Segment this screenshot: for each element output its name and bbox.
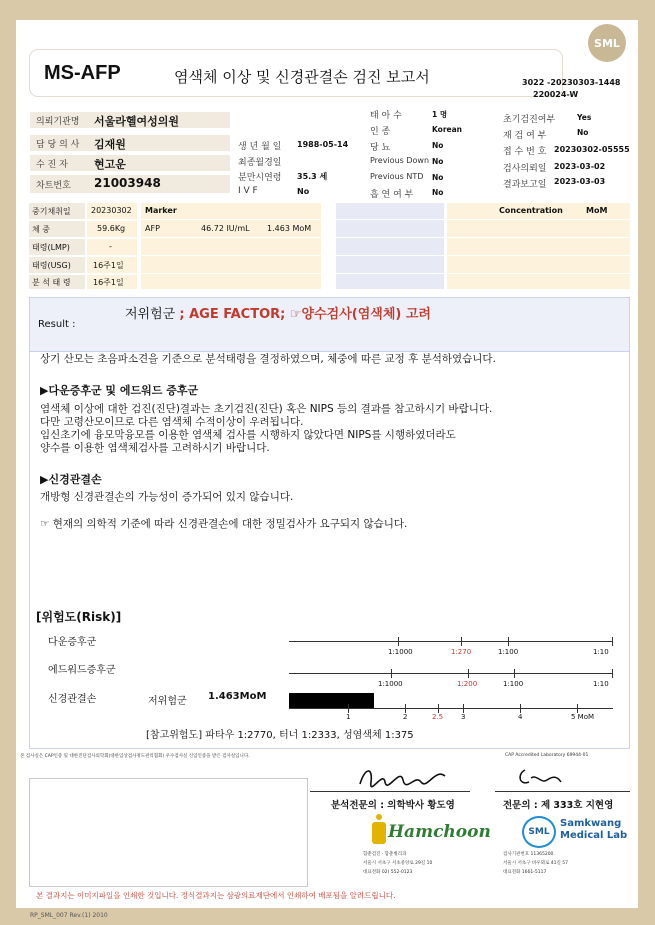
ivf-value: No <box>297 187 310 196</box>
sml-logo-text: SML <box>594 36 620 50</box>
print-notice: 본 결과지는 이미지파일을 인쇄한 것입니다. 정식결과지는 삼광의료재단에서 인쇄하여 배포됨을 알려드립니다. <box>36 891 396 900</box>
age-label: 분만시연령 <box>238 173 282 183</box>
analyst-signature <box>355 762 450 792</box>
report-id-1: 3022 -20230303-1448 <box>522 78 621 87</box>
lab1-addr1: 함춘검진 · 함춘병리과 <box>363 852 407 857</box>
prev-down-value: No <box>432 157 444 166</box>
chart-value: 21003948 <box>94 176 161 190</box>
table-row-value: - <box>109 242 112 251</box>
cap-note: CAP Accredited Laboratory 69944-01 <box>505 753 589 758</box>
down-tick <box>461 637 462 646</box>
edwards-tick-label: 1:100 <box>503 680 524 688</box>
section-ntd-title: ▶신경관결손 <box>40 473 102 486</box>
lab1-tel: 대표전화 02) 552-0123 <box>363 870 413 875</box>
prev-ntd-value: No <box>432 173 444 182</box>
sml-logo <box>588 24 626 62</box>
retest-label: 재 검 여 부 <box>503 131 547 141</box>
diabetes-value: No <box>432 141 444 150</box>
edwards-tick <box>514 669 515 678</box>
edwards-tick <box>468 669 469 678</box>
edwards-tick-label: 1:10 <box>593 680 609 688</box>
smoking-label: 흡 연 여 부 <box>370 190 414 200</box>
samkwang-logo <box>522 816 632 850</box>
down-tick-label: 1:100 <box>498 648 519 656</box>
ntd-tick <box>463 704 464 713</box>
first-label: 초기검진여부 <box>503 115 556 125</box>
table-row-label: 체 중 <box>32 225 50 234</box>
measurement-table <box>29 203 630 289</box>
result-prefix: 저위험군 <box>125 307 180 322</box>
institution-value: 서울라헬여성의원 <box>94 115 180 128</box>
ntd-tick <box>438 704 439 713</box>
request-date-label: 검사의뢰일 <box>503 164 547 174</box>
reception-value: 20230302-05555 <box>554 145 630 154</box>
dob-label: 생 년 월 일 <box>238 142 282 152</box>
down-tick-label-highlight: 1:270 <box>451 648 472 656</box>
dob-value: 1988-05-14 <box>297 140 349 149</box>
table-row-value: 16주1일 <box>93 261 124 270</box>
ntd-tick-label-highlight: 2.5 <box>432 713 444 721</box>
doctor-value: 김재원 <box>94 138 126 151</box>
section-down-title: ▶다운증후군 및 에드워드 증후군 <box>40 384 199 397</box>
ntd-tick <box>520 704 521 713</box>
result-red: ; AGE FACTOR; ☞양수검사(염색체) 고려 <box>179 307 431 322</box>
marker-concentration: 46.72 IU/mL <box>201 224 250 233</box>
institution-label: 의뢰기관명 <box>36 117 80 127</box>
hamchoon-name: Hamchoon <box>388 822 491 842</box>
ntd-axis <box>289 708 613 709</box>
ntd-group: 저위험군 <box>148 696 187 707</box>
down-tick <box>508 637 509 646</box>
result-date-value: 2023-03-03 <box>554 177 606 186</box>
edwards-tick <box>612 669 613 678</box>
specialist-signature <box>515 764 565 790</box>
table-row-value: 16주1일 <box>93 278 124 287</box>
edwards-tick-label-highlight: 1:200 <box>457 680 478 688</box>
ntd-tick <box>577 704 578 713</box>
marker-name: AFP <box>145 224 160 233</box>
table-row-value: 20230302 <box>91 206 132 215</box>
samkwang-mark-icon: SML <box>522 816 556 848</box>
hamchoon-logo <box>362 812 491 852</box>
concentration-header: Concentration <box>499 206 563 215</box>
table-row-label: 분 석 태 령 <box>32 278 71 287</box>
ntd-tick-label: 1 <box>346 713 351 721</box>
edwards-tick-label: 1:1000 <box>378 680 403 688</box>
comment-box <box>29 778 308 887</box>
risk-edwards-label: 에드워드증후군 <box>48 665 116 676</box>
lab1-addr2: 서울시 서초구 서초중앙로 29길 10 <box>363 861 433 866</box>
edwards-axis <box>289 673 613 674</box>
hamchoon-mark-icon <box>372 814 386 844</box>
mom-header: MoM <box>586 206 608 215</box>
report-title: 염색체 이상 및 신경관결손 검진 보고서 <box>174 68 430 86</box>
report-id-2: 220024-W <box>533 90 579 99</box>
marker-header: Marker <box>145 206 177 215</box>
ntd-note: ☞ 현재의 의학적 기준에 따라 신경관결손에 대한 정밀검사가 요구되지 않습니다. <box>40 518 408 530</box>
chart-label: 차트번호 <box>36 181 71 191</box>
marker-mom: 1.463 MoM <box>267 224 312 233</box>
ivf-label: I V F <box>238 186 258 196</box>
edwards-tick <box>391 669 392 678</box>
risk-title: [위험도(Risk)] <box>36 610 122 624</box>
samkwang-name: Samkwang Medical Lab <box>560 818 628 841</box>
result-label: Result : <box>38 319 76 330</box>
down-tick-label: 1:10 <box>593 648 609 656</box>
section-down-line: 다만 고령산모이므로 다른 염색체 수적이상이 우려됩니다. <box>40 416 304 428</box>
intro-text: 상기 산모는 초음파소견을 기준으로 분석태령을 결정하였으며, 체중에 따른 교정 후 분석하였습니다. <box>40 353 496 365</box>
down-axis <box>289 641 613 642</box>
ntd-mom-bar <box>289 693 374 709</box>
lab2-addr1: 검사기관번호 11365200 <box>503 852 554 857</box>
retest-value: No <box>577 128 589 137</box>
age-value: 35.3 세 <box>297 172 328 181</box>
analyst-name: 분석전문의 : 의학박사 황도영 <box>331 800 455 811</box>
doctor-label: 담 당 의 사 <box>36 140 80 150</box>
examinee-label: 수 진 자 <box>36 160 68 170</box>
down-tick-label: 1:1000 <box>388 648 413 656</box>
fetus-value: 1 명 <box>432 110 448 119</box>
risk-ntd-label: 신경관결손 <box>48 694 97 705</box>
result-line <box>125 303 431 322</box>
lab2-tel: 대표전화 1661-5117 <box>503 870 547 875</box>
risk-down-label: 다운증후군 <box>48 637 97 648</box>
request-date-value: 2023-03-02 <box>554 162 606 171</box>
ntd-tick <box>348 704 349 713</box>
race-label: 인 종 <box>370 127 391 137</box>
ntd-tick-label: 2 <box>403 713 408 721</box>
ntd-tick-label: 5 MoM <box>571 713 595 721</box>
section-down-line: 임신초기에 융모막융모를 이용한 염색체 검사를 시행하지 않았다면 NIPS를 시행하였더라도 <box>40 429 456 441</box>
examinee-value: 현고운 <box>94 158 126 171</box>
diabetes-label: 당 뇨 <box>370 143 391 153</box>
table-row-label: 태령(USG) <box>32 261 71 270</box>
first-value: Yes <box>577 113 592 122</box>
reception-label: 접 수 번 호 <box>503 147 547 157</box>
table-row-value: 59.6Kg <box>97 224 126 233</box>
test-code: MS-AFP <box>44 62 121 84</box>
prev-ntd-label: Previous NTD <box>370 172 424 181</box>
smoking-value: No <box>432 188 444 197</box>
lmp-label: 최종월경일 <box>238 158 282 168</box>
down-tick <box>398 637 399 646</box>
section-ntd-line: 개방형 신경관결손의 가능성이 증가되어 있지 않습니다. <box>40 491 294 503</box>
accreditation-note: 본 검사실은 CAP인증 및 대한진단검사의학회(대한임상검사정도관리협회) 우수검사실 신임인증을 받은 검사실입니다. <box>20 754 250 759</box>
reference-risk: [참고위험도] 파타우 1:2770, 터너 1:2333, 성염색체 1:375 <box>146 730 414 741</box>
ntd-tick <box>405 704 406 713</box>
table-row-label: 중기채취일 <box>32 207 71 216</box>
prev-down-label: Previous Down <box>370 156 430 165</box>
lab2-addr2: 서울시 서초구 바우뫼로 41길 57 <box>503 861 568 866</box>
ntd-mom: 1.463MoM <box>208 691 267 702</box>
down-tick <box>612 637 613 646</box>
section-down-line: 염색체 이상에 대한 검진(진단)결과는 초기검진(진단) 혹은 NIPS 등의 결과를 참고하시기 바랍니다. <box>40 403 493 415</box>
fetus-label: 태 아 수 <box>370 111 402 121</box>
ntd-tick-label: 3 <box>461 713 466 721</box>
race-value: Korean <box>432 125 463 134</box>
specialist-name: 전문의 : 제 333호 지현영 <box>503 800 614 811</box>
form-id: RP_SML_007 Rev.(1) 2010 <box>30 912 108 919</box>
result-date-label: 결과보고일 <box>503 180 547 190</box>
table-row-label: 태령(LMP) <box>32 243 70 252</box>
section-down-line: 양수를 이용한 염색체검사를 고려하시기 바랍니다. <box>40 442 270 454</box>
ntd-tick-label: 4 <box>518 713 523 721</box>
